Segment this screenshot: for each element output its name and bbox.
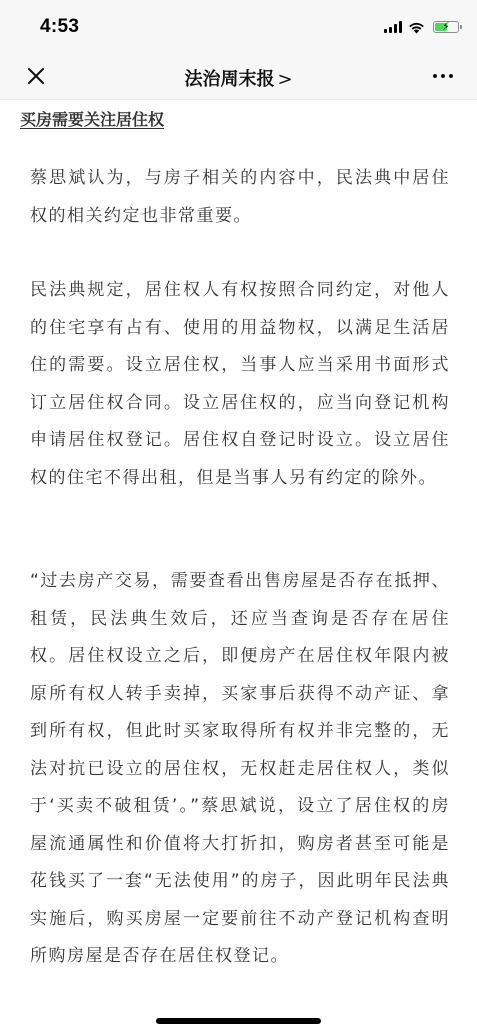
home-indicator[interactable] bbox=[156, 1018, 321, 1024]
wifi-icon bbox=[408, 21, 425, 34]
chevron-right-icon: > bbox=[277, 69, 293, 90]
more-dot bbox=[433, 74, 437, 78]
article-paragraph: 蔡思斌认为，与房子相关的内容中，民法典中居住权的相关约定也非常重要。 bbox=[30, 168, 450, 226]
charging-bolt-icon: ⚡ bbox=[442, 20, 450, 33]
section-title: 买房需要关注居住权 bbox=[20, 110, 165, 129]
more-button[interactable] bbox=[433, 74, 453, 78]
status-time: 4:53 bbox=[40, 16, 80, 37]
battery-charging-icon bbox=[433, 21, 459, 33]
article-paragraph: 民法典规定，居住权人有权按照合同约定，对他人的住宅享有占有、使用的用益物权，以满足生活居住的需要。设立居住权，当事人应当采用书面形式订立居住权合同。设立居住权的，应当向登记机构申请居住权登记。居住权自登记时设立。设立居住权的住宅不得出租，但是当事人另有约定的除外。 bbox=[30, 280, 450, 488]
account-title: 法治周末报 bbox=[184, 69, 275, 90]
more-dot bbox=[449, 74, 453, 78]
status-icons bbox=[384, 19, 459, 35]
nav-bar bbox=[0, 52, 477, 100]
article-paragraph: “过去房产交易，需要查看出售房屋是否存在抵押、租赁，民法典生效后，还应当查询是否存在居住权。居住权设立之后，即便房产在居住权年限内被原所有权人转手卖掉，买家事后获得不动产证、拿到所有权，但此时买家取得所有权并非完整的，无法对抗已设立的居住权，无权赶走居住权人，类似于‘买卖不破租赁’。”蔡思斌说，设立了居住权的房屋流通属性和价值将大打折扣，购房者甚至可能是花钱买了一套“无法使用”的房子，因此明年民法典实施后，购买房屋一定要前往不动产登记机构查明所购房屋是否存在居住权登记。 bbox=[30, 571, 450, 966]
cellular-signal-icon bbox=[384, 21, 402, 33]
account-title-link[interactable] bbox=[0, 65, 477, 91]
more-dot bbox=[441, 74, 445, 78]
status-bar bbox=[0, 0, 477, 52]
article-content[interactable] bbox=[0, 100, 477, 1032]
